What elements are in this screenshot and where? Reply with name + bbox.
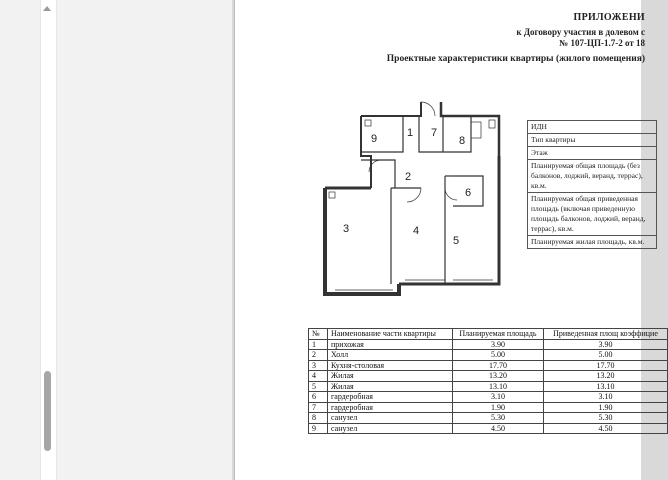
room-label-7: 7 [431, 127, 438, 139]
contract-number: № 107-ЦП-1.7-2 от 18 [559, 38, 645, 48]
table-row [309, 339, 668, 350]
document-page [234, 0, 658, 480]
row-number: 8 [309, 413, 328, 424]
room-name: гардеробная [328, 392, 453, 403]
room-reduced-area: 13.20 [544, 371, 668, 382]
room-area: 17.70 [453, 360, 544, 371]
table-row [309, 423, 668, 434]
room-name: Кухня-столовая [328, 360, 453, 371]
room-name: прихожая [328, 339, 453, 350]
property-label: Тип квартиры [528, 134, 657, 147]
rooms-area-table [308, 328, 668, 434]
room-name: санузел [328, 413, 453, 424]
document-subtitle: Проектные характеристики квартиры (жилого помещения) [386, 54, 645, 64]
room-area: 1.90 [453, 402, 544, 413]
room-area: 13.10 [453, 381, 544, 392]
scrollbar-thumb[interactable] [44, 371, 51, 451]
table-row [528, 236, 657, 249]
room-label-1: 1 [407, 127, 414, 139]
column-header-number: № [309, 329, 328, 340]
property-label: ИДН [528, 121, 657, 134]
room-area: 3.90 [453, 339, 544, 350]
apartment-properties-table [527, 120, 657, 249]
room-reduced-area: 5.30 [544, 413, 668, 424]
room-reduced-area: 3.90 [544, 339, 668, 350]
room-name: Холл [328, 350, 453, 361]
row-number: 7 [309, 402, 328, 413]
table-row [528, 134, 657, 147]
room-name: гардеробная [328, 402, 453, 413]
table-row [309, 392, 668, 403]
appendix-title: ПРИЛОЖЕНИ [573, 12, 645, 23]
row-number: 4 [309, 371, 328, 382]
room-reduced-area: 3.10 [544, 392, 668, 403]
property-label: Этаж [528, 147, 657, 160]
table-row [528, 193, 657, 236]
room-reduced-area: 13.10 [544, 381, 668, 392]
room-reduced-area: 17.70 [544, 360, 668, 371]
table-row [309, 413, 668, 424]
table-row [528, 160, 657, 193]
table-row [309, 360, 668, 371]
thumbnail-sidebar [0, 0, 232, 480]
property-label: Планируемая жилая площадь, кв.м. [528, 236, 657, 249]
room-label-4: 4 [413, 225, 420, 237]
row-number: 9 [309, 423, 328, 434]
room-label-6: 6 [465, 187, 472, 199]
row-number: 3 [309, 360, 328, 371]
table-row [309, 402, 668, 413]
room-label-9: 9 [371, 133, 378, 145]
room-area: 5.30 [453, 413, 544, 424]
row-number: 5 [309, 381, 328, 392]
room-name: Жилая [328, 381, 453, 392]
room-area: 4.50 [453, 423, 544, 434]
column-header-reduced-area: Приведенная площ коэффицие [544, 329, 668, 340]
floor-plan [321, 96, 517, 302]
contract-reference: к Договору участия в долевом с [516, 27, 645, 37]
room-label-5: 5 [453, 235, 460, 247]
room-label-3: 3 [343, 223, 350, 235]
row-number: 2 [309, 350, 328, 361]
property-label: Планируемая общая приведенная площадь (включая приведенную площадь балконов, лоджий, веранд, террас), кв.м. [528, 193, 657, 236]
room-area: 3.10 [453, 392, 544, 403]
column-header-area: Планируемая площадь [453, 329, 544, 340]
table-row [528, 121, 657, 134]
room-label-2: 2 [405, 171, 412, 183]
room-reduced-area: 1.90 [544, 402, 668, 413]
room-reduced-area: 4.50 [544, 423, 668, 434]
table-row [309, 381, 668, 392]
room-name: санузел [328, 423, 453, 434]
table-row [528, 147, 657, 160]
table-header-row [309, 329, 668, 340]
room-area: 5.00 [453, 350, 544, 361]
property-label: Планируемая общая площадь (без балконов, лоджий, веранд, террас), кв.м. [528, 160, 657, 193]
room-area: 13.20 [453, 371, 544, 382]
table-row [309, 371, 668, 382]
row-number: 1 [309, 339, 328, 350]
room-label-8: 8 [459, 135, 466, 147]
room-reduced-area: 5.00 [544, 350, 668, 361]
table-row [309, 350, 668, 361]
column-header-name: Наименование части квартиры [328, 329, 453, 340]
room-name: Жилая [328, 371, 453, 382]
row-number: 6 [309, 392, 328, 403]
scroll-up-arrow-icon[interactable] [43, 6, 51, 11]
